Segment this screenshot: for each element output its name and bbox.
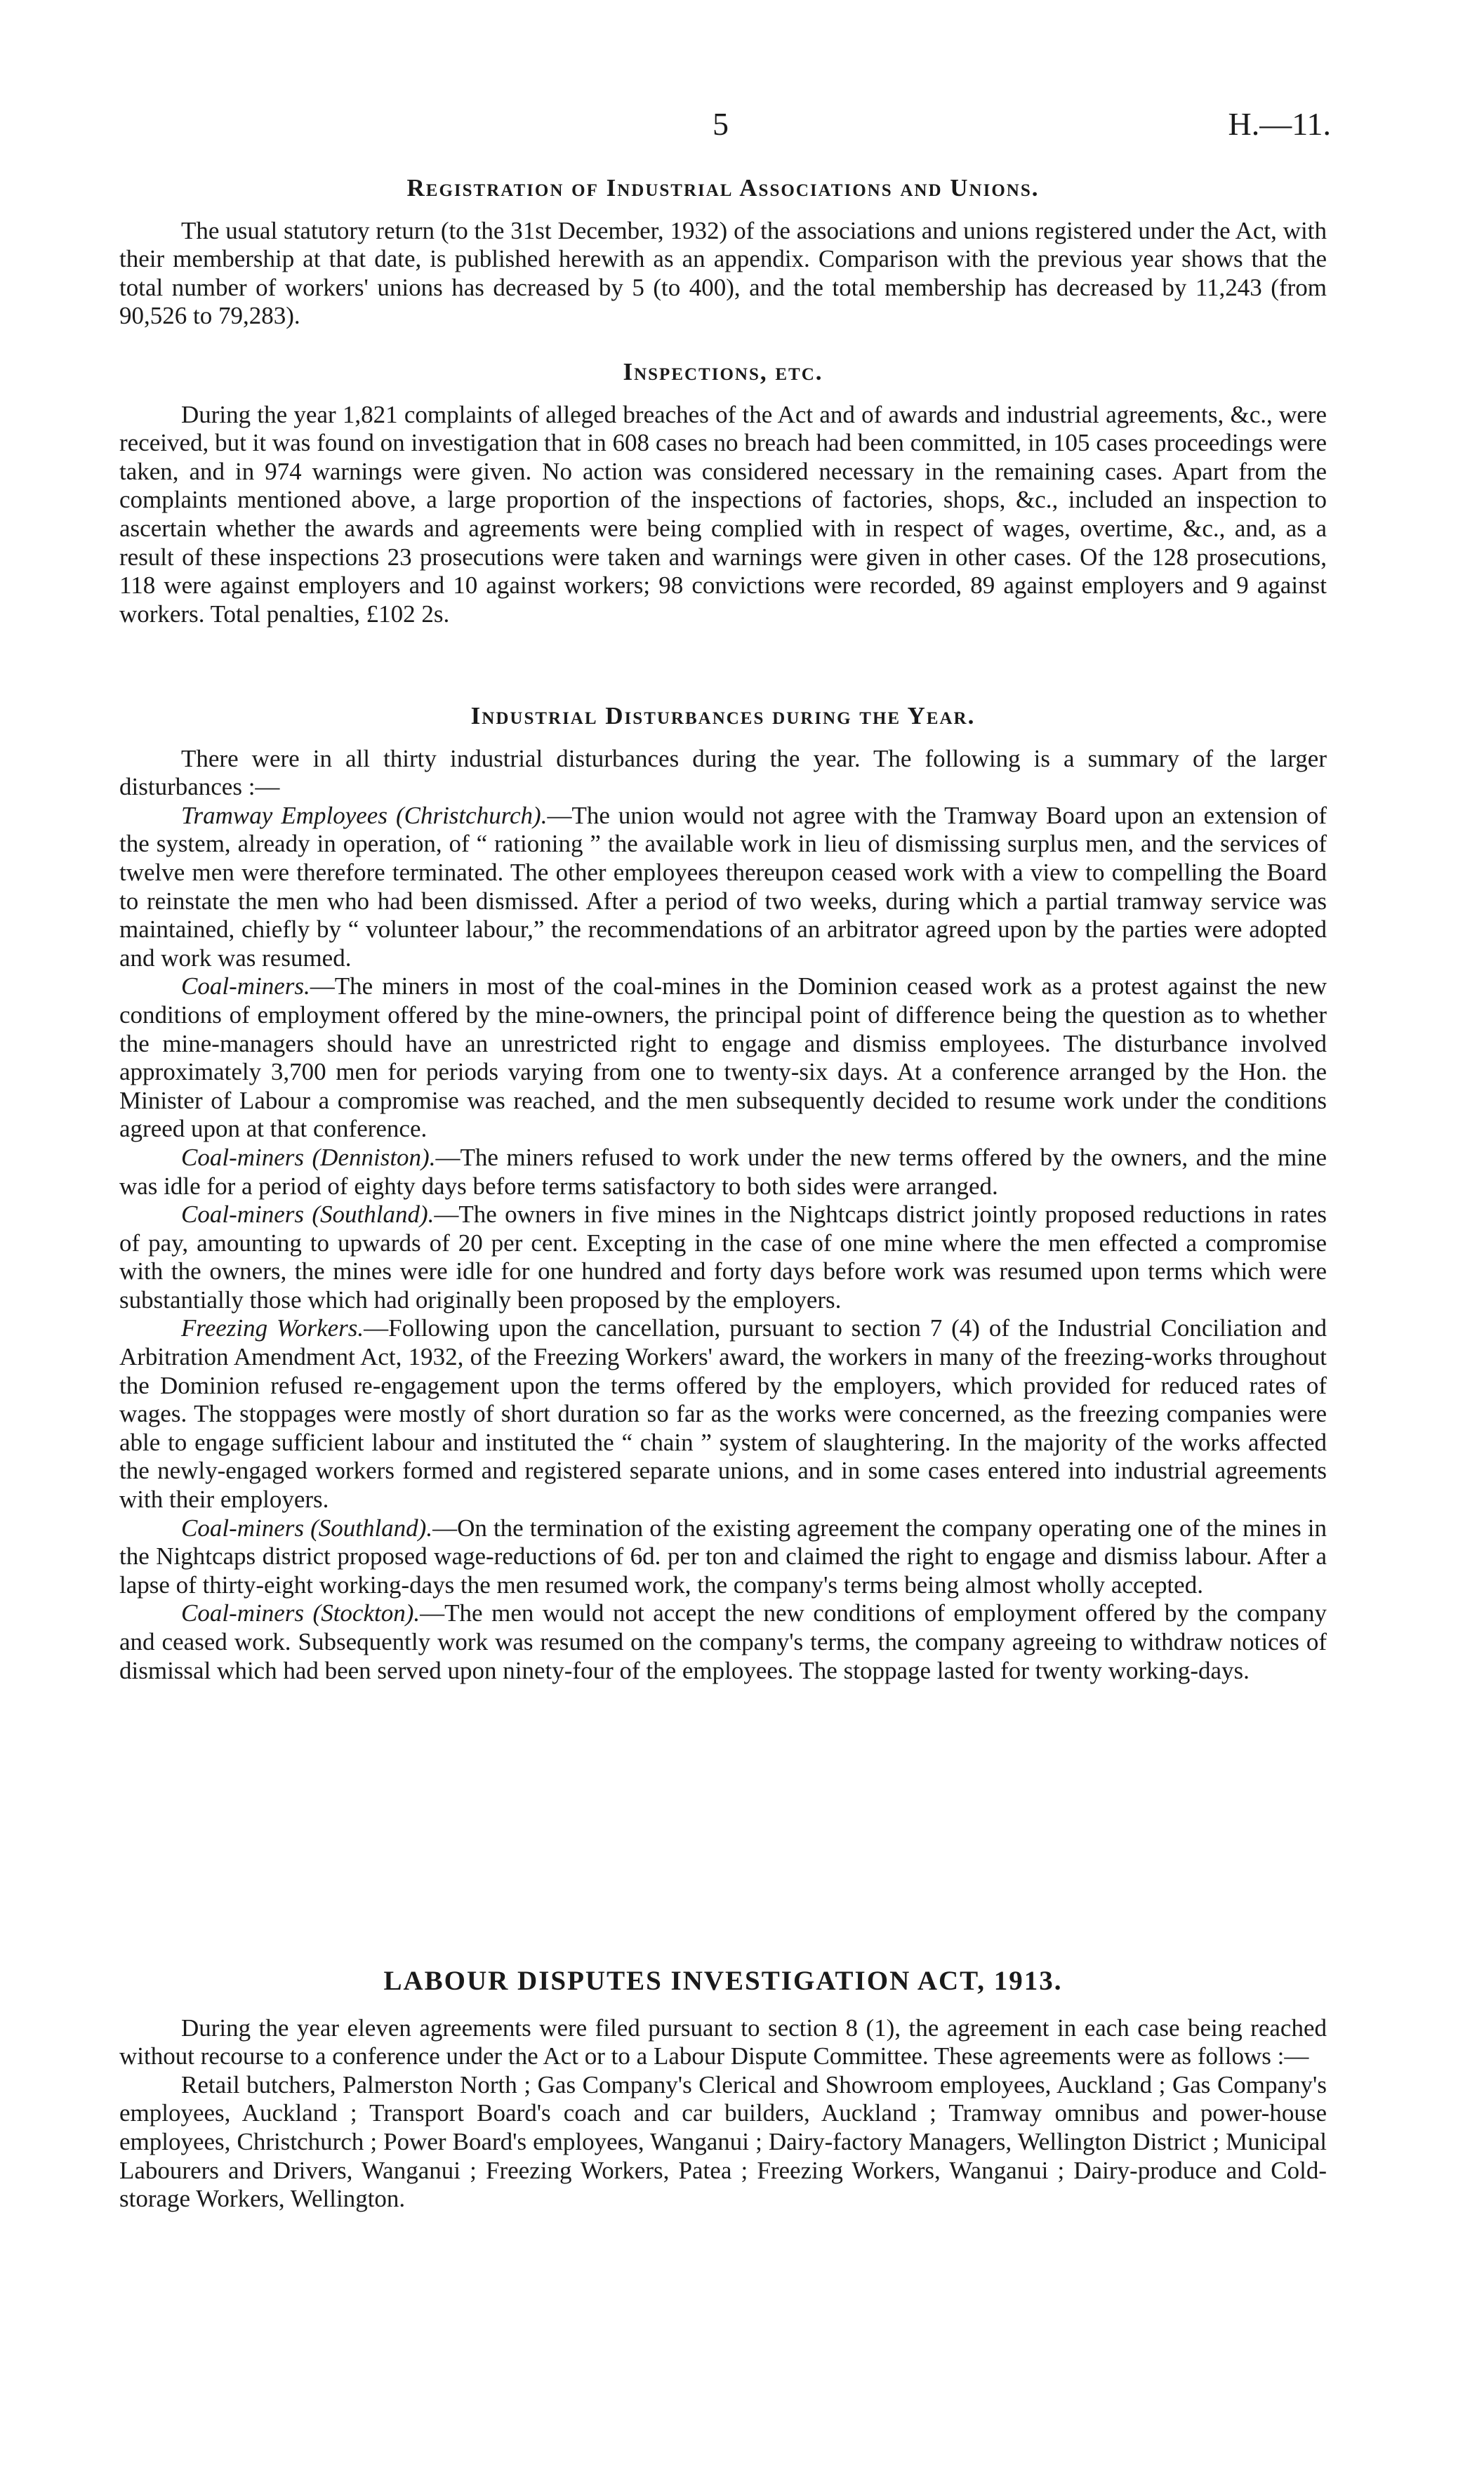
paragraph-text: —The men would not accept the new conditions of employment offered by the company and ceased work. Subsequently work was resumed on the company's terms, the company agreeing to withdraw notices of dismissal which had been served upon ninety-four of the employees. The stoppage lasted for twenty working-days.	[119, 1599, 1327, 1684]
paragraph-lead: Tramway Employees (Christchurch).	[181, 801, 548, 829]
paragraph	[119, 802, 1327, 973]
page-number: 5	[713, 106, 729, 142]
paragraph-text: During the year eleven agreements were filed pursuant to section 8 (1), the agreement in each case being reached without recourse to a conference under the Act or to a Labour Dispute Committee. These agreements were as follows :—	[119, 2014, 1327, 2070]
paragraph	[119, 401, 1327, 629]
paragraph-text: —On the termination of the existing agreement the company operating one of the mines in the Nightcaps district proposed wage-reductions of 6d. per ton and claimed the right to engage and dismiss labour. After a lapse of thirty-eight working-days the men resumed work, the company's terms being almost wholly accepted.	[119, 1514, 1327, 1599]
section-heading: Industrial Disturbances during the Year.	[470, 702, 976, 729]
section-heading: LABOUR DISPUTES INVESTIGATION ACT, 1913.	[383, 1966, 1063, 1996]
paragraph-text: Retail butchers, Palmerston North ; Gas Company's Clerical and Showroom employees, Auckland ; Gas Company's employees, Auckland ; Transport Board's coach and car builders, Auckland ; Tramway omnibus and power-house employees, Christchurch ; Power Board's employees, Wanganui ; Dairy-factory Managers, Wellington District ; Municipal Labourers and Drivers, Wanganui ; Freezing Workers, Patea ; Freezing Workers, Wanganui ; Dairy-produce and Cold-storage Workers, Wellington.	[119, 2070, 1327, 2213]
paragraph-lead: Coal-miners (Southland).	[181, 1514, 433, 1542]
paragraph-text: The usual statutory return (to the 31st December, 1932) of the associations and unions registered under the Act, with their membership at that date, is published herewith as an appendix. Comparison with the previous year shows that the total number of workers' unions has decreased by 5 (to 400), and the total membership has decreased by 11,243 (from 90,526 to 79,283).	[119, 216, 1327, 330]
paragraph-text: —The miners refused to work under the new terms offered by the owners, and the mine was idle for a period of eighty days before terms satisfactory to both sides were arranged.	[119, 1143, 1327, 1200]
paragraph-text: —Following upon the cancellation, pursuant to section 7 (4) of the Industrial Conciliation and Arbitration Amendment Act, 1932, of the Freezing Workers' award, the workers in many of the freezing-works throughout the Dominion refused re-engagement upon the terms offered by the employers, which provided for reduced rates of wages. The stoppages were mostly of short duration so far as the works were concerned, as the freezing companies were able to engage sufficient labour and instituted the “ chain ” system of slaughtering. In the majority of the works affected the newly-engaged workers formed and registered separate unions, and in some cases entered into industrial agreements with their employers.	[119, 1314, 1327, 1514]
paragraph	[119, 2071, 1327, 2214]
paragraph-text: —The union would not agree with the Tramway Board upon an extension of the system, already in operation, of “ rationing ” the available work in lieu of dismissing surplus men, and the services of twelve men were therefore terminated. The other employees thereupon ceased work with a view to compelling the Board to reinstate the men who had been dismissed. After a period of two weeks, during which a partial tramway service was maintained, chiefly by “ volunteer labour,” the recommendations of an arbitrator agreed upon by the parties were adopted and work was resumed.	[119, 801, 1327, 972]
paragraph-lead: Coal-miners (Southland).	[181, 1201, 435, 1229]
document-reference: H.—11.	[1228, 106, 1331, 142]
paragraph	[119, 1314, 1327, 1514]
section-heading: Inspections, etc.	[623, 358, 823, 385]
paragraph	[119, 217, 1327, 331]
paragraph-lead: Coal-miners (Stockton).	[181, 1599, 420, 1627]
paragraph	[119, 972, 1327, 1144]
paragraph-lead: Coal-miners.	[181, 972, 310, 1000]
paragraph	[119, 1599, 1327, 1685]
paragraph	[119, 1514, 1327, 1600]
paragraph	[119, 745, 1327, 802]
section-registration	[119, 174, 1327, 331]
paragraph-text: During the year 1,821 complaints of alleged breaches of the Act and of awards and industrial agreements, &c., were received, but it was found on investigation that in 608 cases no breach had been committed, in 105 cases proceedings were taken, and in 974 warnings were given. No action was considered necessary in the remaining cases. Apart from the complaints mentioned above, a large proportion of the inspections of factories, shops, &c., included an inspection to ascertain whether the awards and agreements were being complied with in respect of wages, overtime, &c., and, as a result of these inspections 23 prosecutions were taken and warnings were given in other cases. Of the 128 prosecutions, 118 were against employers and 10 against workers; 98 convictions were recorded, 89 against employers and 9 against workers. Total penalties, £102 2s.	[119, 400, 1327, 628]
paragraph	[119, 1144, 1327, 1201]
section-heading: Registration of Industrial Associations and Unions.	[406, 174, 1040, 201]
paragraph-lead: Freezing Workers.	[181, 1314, 364, 1342]
paragraph	[119, 2014, 1327, 2071]
section-labour-disputes-act	[119, 1967, 1327, 2214]
paragraph-text: —The owners in five mines in the Nightcaps district jointly proposed reductions in rates of pay, amounting to upwards of 20 per cent. Excepting in the case of one mine where the men effected a compromise with the owners, the mines were idle for one hundred and forty days before work was resumed upon terms which were substantially those which had originally been proposed by the employers.	[119, 1201, 1327, 1314]
section-inspections	[119, 358, 1327, 628]
paragraph-text: There were in all thirty industrial disturbances during the year. The following is a summary of the larger disturbances :—	[119, 744, 1327, 801]
paragraph	[119, 1201, 1327, 1314]
paragraph-lead: Coal-miners (Denniston).	[181, 1143, 436, 1171]
section-disturbances	[119, 702, 1327, 1685]
paragraph-text: —The miners in most of the coal-mines in the Dominion ceased work as a protest against the new conditions of employment offered by the mine-owners, the principal point of difference being the question as to whether the mine-managers should have an unrestricted right to engage and dismiss employees. The disturbance involved approximately 3,700 men for periods varying from one to twenty-six days. At a conference arranged by the Hon. the Minister of Labour a compromise was reached, and the men subsequently decided to resume work under the conditions agreed upon at that conference.	[119, 972, 1327, 1143]
